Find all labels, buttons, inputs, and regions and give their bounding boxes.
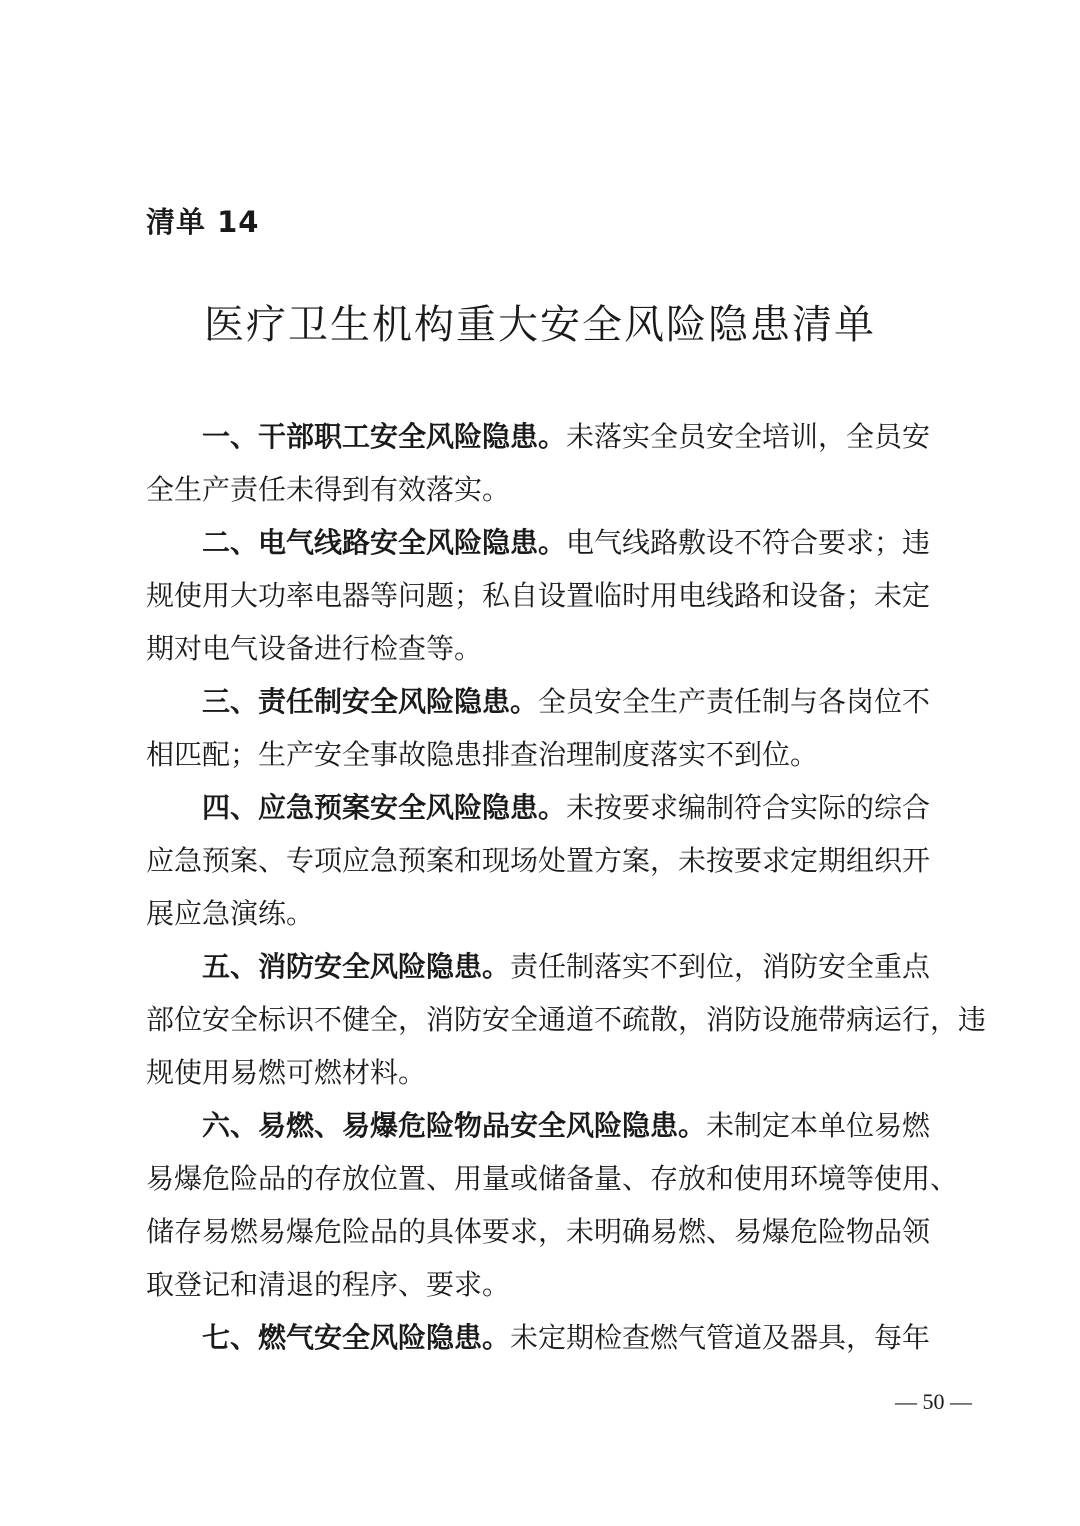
section-5-line-2: 部位安全标识不健全，消防安全通道不疏散，消防设施带病运行，违 [146,1003,987,1036]
section-5-heading: 五、消防安全风险隐患。 [202,950,511,983]
section-4 [146,781,946,940]
section-1-line-2: 全生产责任未得到有效落实。 [146,473,511,506]
section-6-line-4: 取登记和清退的程序、要求。 [146,1268,511,1301]
section-6-line-1: 未制定本单位易燃 [706,1109,931,1142]
section-2-line-2: 规使用大功率电器等问题；私自设置临时用电线路和设备；未定 [146,579,931,612]
section-3 [146,675,946,781]
section-4-heading: 四、应急预案安全风险隐患。 [202,791,567,824]
section-5-line-3: 规使用易燃可燃材料。 [146,1056,427,1089]
section-7-heading: 七、燃气安全风险隐患。 [202,1321,511,1354]
section-3-line-1: 全员安全生产责任制与各岗位不 [538,685,931,718]
section-6-line-2: 易爆危险品的存放位置、用量或储备量、存放和使用环境等使用、 [146,1162,959,1195]
document-body [146,410,987,1364]
section-3-line-2: 相匹配；生产安全事故隐患排查治理制度落实不到位。 [146,738,819,771]
section-6-heading: 六、易燃、易爆危险物品安全风险隐患。 [202,1109,707,1142]
section-4-line-2: 应急预案、专项应急预案和现场处置方案，未按要求定期组织开 [146,844,931,877]
section-7 [146,1311,946,1364]
section-2-line-3: 期对电气设备进行检查等。 [146,632,483,665]
section-1-heading: 一、干部职工安全风险隐患。 [202,420,567,453]
page-number: — 50 — [895,1389,972,1414]
section-7-line-1: 未定期检查燃气管道及器具，每年 [510,1321,931,1354]
section-5 [146,940,987,1099]
section-2-line-1: 电气线路敷设不符合要求；违 [566,526,931,559]
section-6 [146,1099,959,1311]
section-1 [146,410,946,516]
section-5-line-1: 责任制落实不到位，消防安全重点 [510,950,931,983]
section-2 [146,516,946,675]
document-title: 医疗卫生机构重大安全风险隐患清单 [204,302,876,348]
list-label: 清单 14 [146,205,260,239]
section-4-line-3: 展应急演练。 [146,897,315,930]
section-4-line-1: 未按要求编制符合实际的综合 [566,791,931,824]
section-2-heading: 二、电气线路安全风险隐患。 [202,526,567,559]
section-3-heading: 三、责任制安全风险隐患。 [202,685,539,718]
section-6-line-3: 储存易燃易爆危险品的具体要求，未明确易燃、易爆危险物品领 [146,1215,931,1248]
section-1-line-1: 未落实全员安全培训，全员安 [566,420,931,453]
